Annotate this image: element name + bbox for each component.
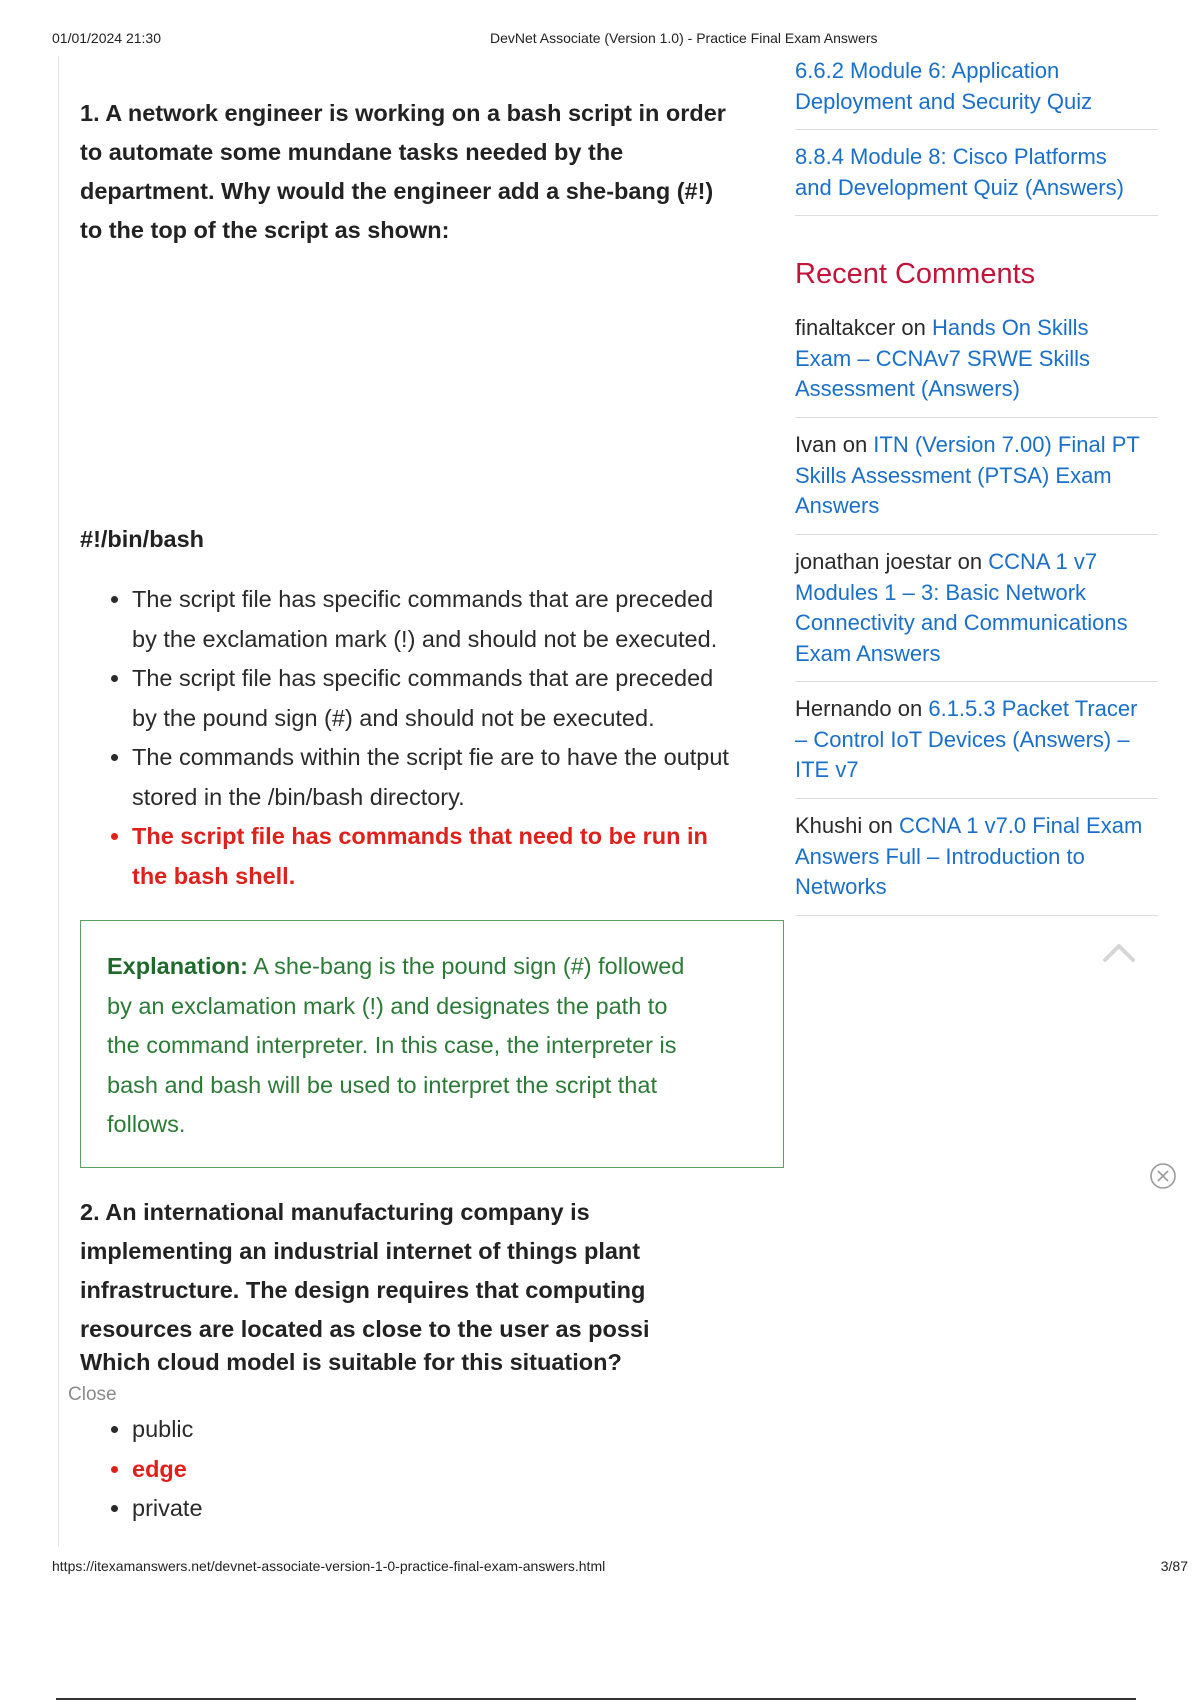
link-line[interactable]: Deployment and Security Quiz <box>795 88 1093 114</box>
recent-comment <box>795 547 1158 682</box>
explanation-line: A she-bang is the pound sign (#) followed <box>248 953 685 979</box>
answer-option: • private <box>132 1489 772 1529</box>
comment-on: on <box>891 696 929 721</box>
comment-link[interactable]: Answers <box>795 493 880 518</box>
answer-option <box>132 659 844 738</box>
scroll-to-top-icon[interactable] <box>1102 940 1136 964</box>
comment-on: on <box>862 813 899 838</box>
comment-link[interactable]: Exam – CCNAv7 SRWE Skills <box>795 345 1091 371</box>
correct-answer-option: • edge <box>132 1450 772 1490</box>
explanation-line: bash and bash will be used to interpret the script that <box>107 1071 657 1098</box>
explanation-line: the command interpreter. In this case, the interpreter is <box>107 1032 677 1058</box>
comment-author: Ivan <box>795 432 837 457</box>
question-line: to the top of the script as shown: <box>80 217 450 243</box>
comment-link[interactable]: Exam Answers <box>795 640 941 666</box>
explanation-box <box>80 920 784 1168</box>
option-line: • The script file has specific commands that are preceded <box>132 665 714 691</box>
comment-link[interactable]: Modules 1 – 3: Basic Network <box>795 579 1087 605</box>
sidebar-link-module-6[interactable] <box>795 56 1158 130</box>
option-line: • The commands within the script fie are to have the output <box>132 744 729 770</box>
ad-close-button[interactable]: Close <box>68 1384 117 1405</box>
explanation-line: follows. <box>107 1111 186 1137</box>
comment-link[interactable]: CCNA 1 v7 <box>988 549 1098 574</box>
answer-option <box>132 580 844 659</box>
link-line[interactable]: 6.6.2 Module 6: Application <box>795 58 1060 83</box>
print-title: DevNet Associate (Version 1.0) - Practice Final Exam Answers <box>490 30 878 46</box>
recent-comment <box>795 694 1158 799</box>
question-2-options <box>80 1410 772 1529</box>
option-line: the bash shell. <box>132 862 296 889</box>
question-1-code: #!/bin/bash <box>80 526 205 552</box>
comment-on: on <box>836 432 874 457</box>
comment-link[interactable]: ITE v7 <box>795 757 859 782</box>
recent-comment <box>795 313 1158 418</box>
comment-author: Khushi <box>795 813 863 838</box>
comment-link[interactable]: Skills Assessment (PTSA) Exam <box>795 462 1112 488</box>
close-circle-icon[interactable] <box>1149 1162 1177 1190</box>
question-line: resources are located as close to the user as possi <box>80 1316 650 1342</box>
link-line[interactable]: 8.8.4 Module 8: Cisco Platforms <box>795 144 1107 169</box>
comment-link[interactable]: Connectivity and Communications <box>795 610 1128 635</box>
question-1-options <box>80 580 844 896</box>
option-line: • The script file has specific commands that are preceded <box>132 586 714 612</box>
comment-link[interactable]: ITN (Version 7.00) Final PT <box>873 432 1140 457</box>
explanation-line: by an exclamation mark (!) and designates the path to <box>107 992 668 1019</box>
correct-answer-option <box>132 817 844 896</box>
recent-comments-heading: Recent Comments <box>795 258 1036 290</box>
comment-link[interactable]: 6.1.5.3 Packet Tracer <box>928 696 1138 721</box>
question-line: Which cloud model is suitable for this situation? <box>80 1349 622 1375</box>
option-line: • The script file has commands that need to be run in <box>132 823 708 849</box>
content-divider <box>58 56 59 1546</box>
print-header <box>52 28 1188 50</box>
comment-link[interactable]: Assessment (Answers) <box>795 376 1020 401</box>
comment-on: on <box>951 549 989 574</box>
question-line: department. Why would the engineer add a she-bang (#!) <box>80 178 714 204</box>
recent-comment <box>795 811 1158 916</box>
comment-link[interactable]: Hands On Skills <box>931 315 1089 340</box>
question-line: to automate some mundane tasks needed by the <box>80 139 624 165</box>
option-line: by the pound sign (#) and should not be executed. <box>132 704 655 731</box>
answer-option <box>132 738 844 817</box>
page-url: https://itexamanswers.net/devnet-associate-version-1-0-practice-final-exam-answers.html <box>52 1558 606 1574</box>
page-number: 3/87 <box>1160 1558 1188 1574</box>
option-line: by the exclamation mark (!) and should not be executed. <box>132 625 718 652</box>
option-line: stored in the /bin/bash directory. <box>132 783 465 810</box>
comment-author: jonathan joestar <box>795 549 952 574</box>
comment-author: finaltakcer <box>795 315 896 340</box>
question-2-text <box>80 1193 720 1349</box>
link-line[interactable]: and Development Quiz (Answers) <box>795 174 1124 200</box>
explanation-label: Explanation: <box>107 953 249 979</box>
question-line: 1. A network engineer is working on a bash script in order <box>80 100 726 126</box>
sidebar-link-module-8[interactable] <box>795 142 1158 216</box>
recent-comment <box>795 430 1158 535</box>
comment-link[interactable]: Answers Full – Introduction to <box>795 843 1085 869</box>
comment-link[interactable]: – Control IoT Devices (Answers) – <box>795 726 1130 752</box>
comment-link[interactable]: CCNA 1 v7.0 Final Exam <box>898 813 1143 838</box>
print-date: 01/01/2024 21:30 <box>52 30 161 46</box>
comment-link[interactable]: Networks <box>795 874 887 899</box>
question-1-text <box>80 94 792 250</box>
question-line: implementing an industrial internet of things plant <box>80 1238 641 1264</box>
print-footer <box>52 1558 1188 1580</box>
comment-on: on <box>895 315 932 340</box>
question-line: infrastructure. The design requires that computing <box>80 1277 646 1303</box>
comment-author: Hernando <box>795 696 892 721</box>
answer-option: • public <box>132 1410 772 1450</box>
question-line: 2. An international manufacturing company is <box>80 1199 590 1225</box>
